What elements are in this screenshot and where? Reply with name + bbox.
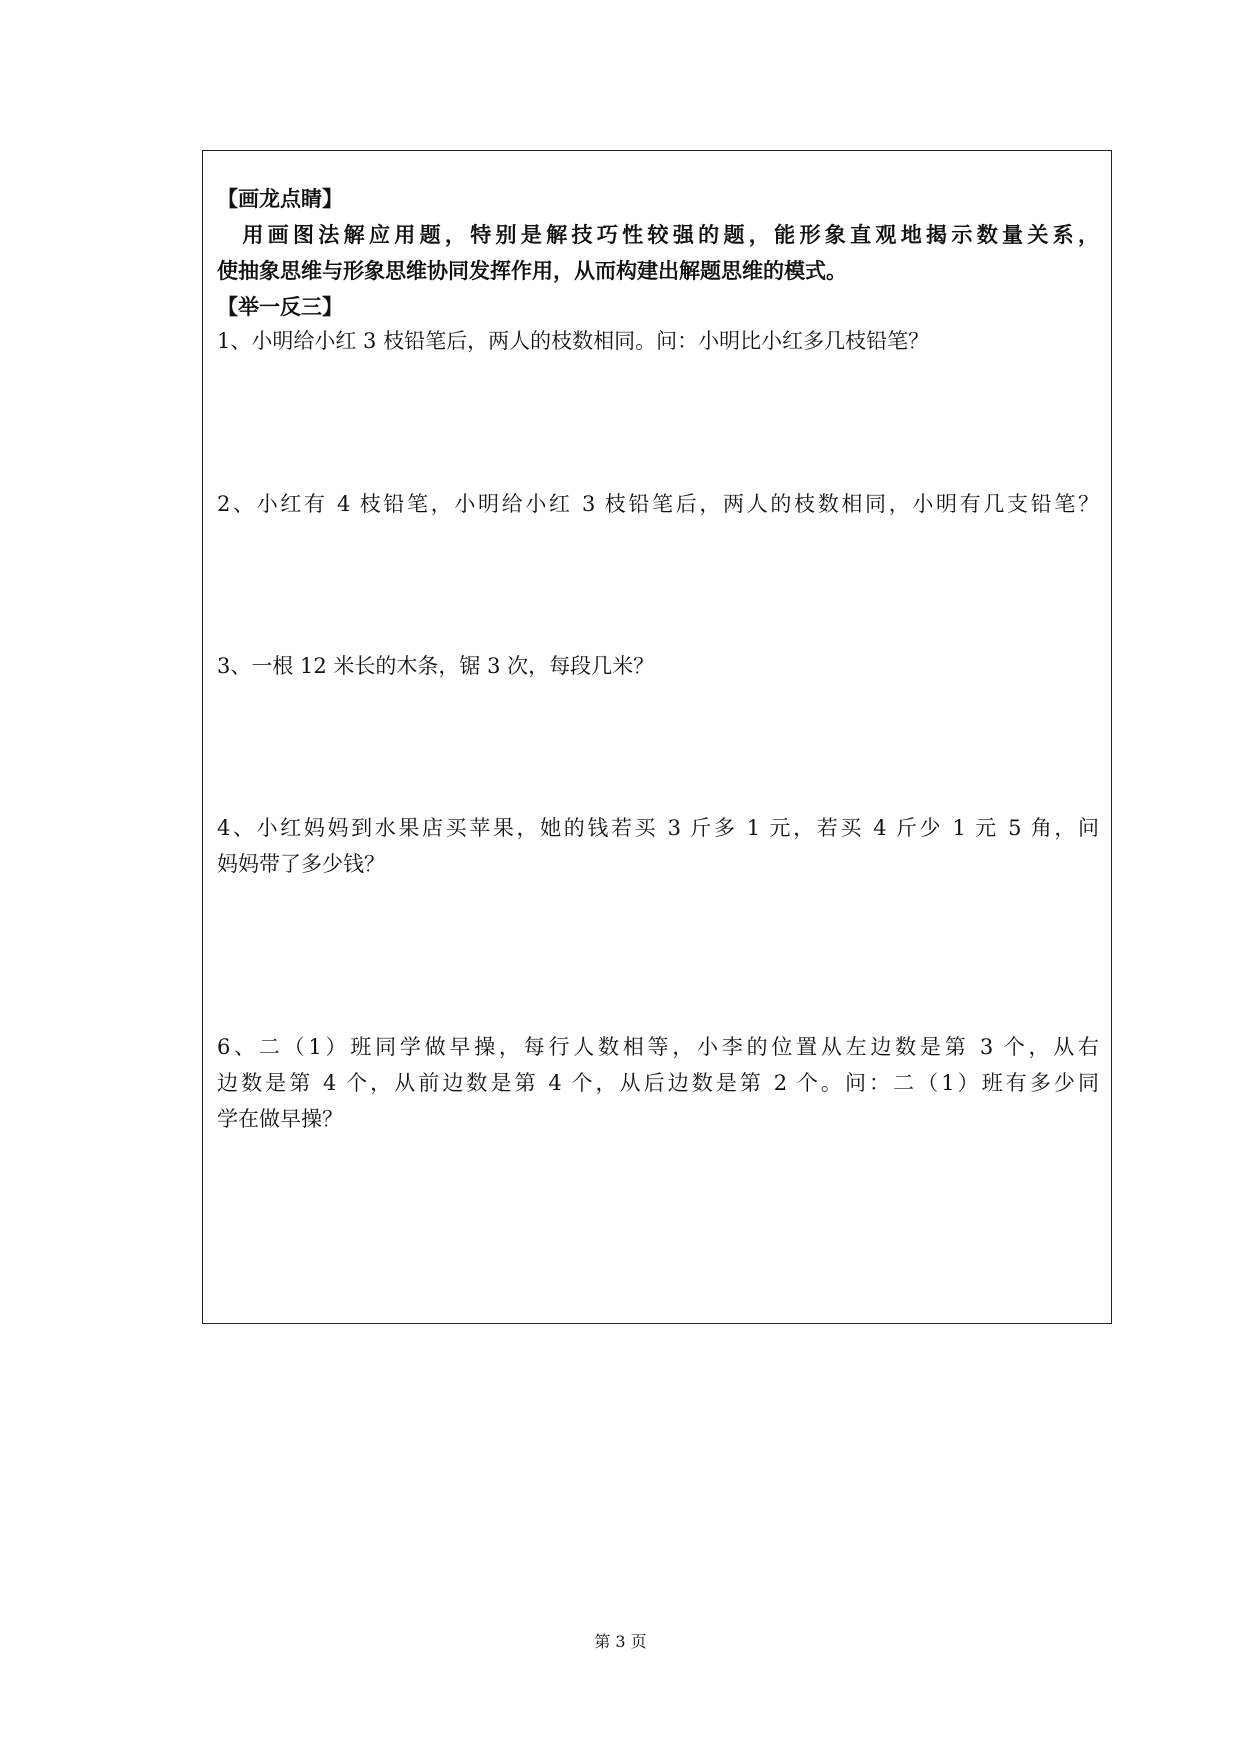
- section-heading-practice: 【举一反三】: [217, 295, 343, 319]
- problem-4-line-2: 妈妈带了多少钱？: [217, 852, 385, 876]
- tips-text-line-2: 使抽象思维与形象思维协同发挥作用，从而构建出解题思维的模式。: [217, 259, 847, 283]
- problem-6-line-1: 6、二（1）班同学做早操，每行人数相等，小李的位置从左边数是第 3 个，从右: [217, 1035, 1099, 1059]
- problem-6-line-2: 边数是第 4 个，从前边数是第 4 个，从后边数是第 2 个。问：二（1）班有多少同: [217, 1071, 1099, 1095]
- problem-3: 3、一根 12 米长的木条，锯 3 次，每段几米？: [217, 654, 655, 678]
- section-heading-tips: 【画龙点睛】: [217, 187, 343, 211]
- problem-4-line-1: 4、小红妈妈到水果店买苹果，她的钱若买 3 斤多 1 元，若买 4 斤少 1 元 5 角，问: [217, 816, 1099, 840]
- tips-text-line-1: 用画图法解应用题，特别是解技巧性较强的题，能形象直观地揭示数量关系，: [217, 223, 1099, 247]
- problem-6-line-3: 学在做早操？: [217, 1107, 343, 1131]
- problem-2: 2、小红有 4 枝铅笔，小明给小红 3 枝铅笔后，两人的枝数相同，小明有几支铅笔？: [217, 492, 1099, 516]
- problem-1: 1、小明给小红 3 枝铅笔后，两人的枝数相同。问：小明比小红多几枝铅笔？: [217, 329, 930, 353]
- worksheet-frame: [202, 150, 1112, 1324]
- page-number: 第 3 页: [594, 1632, 647, 1651]
